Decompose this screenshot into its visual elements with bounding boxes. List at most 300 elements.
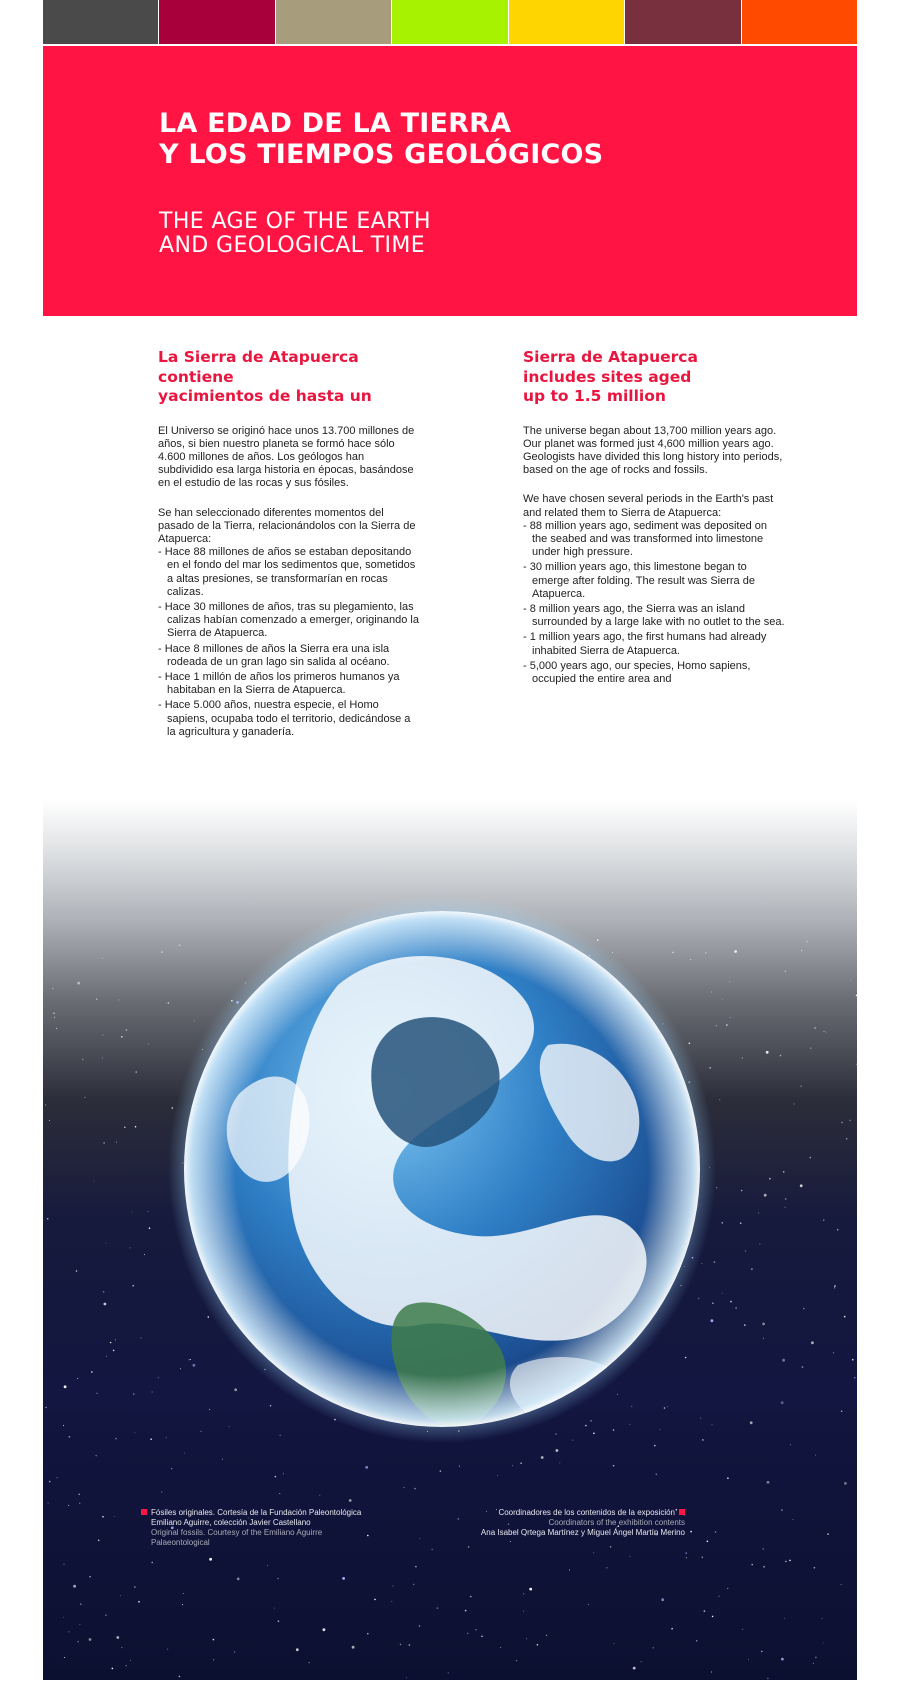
star [184,1453,185,1454]
star [392,1586,393,1587]
star [103,1291,105,1293]
space-background [43,800,857,1680]
star [465,1610,467,1612]
english-lead: We have chosen several periods in the Earth's past and related them to Sierra de Atapuerca: [523,493,774,519]
star [826,1032,827,1033]
star [404,1487,405,1488]
star [523,1611,524,1612]
star [767,1481,770,1484]
english-intro: The universe began about 13,700 million years ago. Our planet was formed just 4,600 million years ago. Geologists have divided this long history into periods, based on the age of rocks and fossils. [523,424,783,477]
star [763,1338,764,1339]
star [729,981,731,983]
star [115,1339,116,1340]
star [613,1465,615,1467]
star [126,1665,127,1666]
star [56,1028,57,1029]
star [759,1243,760,1244]
color-swatch [276,0,392,44]
star [686,1557,687,1558]
star [801,950,802,951]
star [45,1407,47,1409]
star [781,1509,783,1511]
star [91,1371,93,1373]
star [432,1549,433,1550]
star [730,1301,732,1303]
star [77,1641,79,1643]
star [77,1378,78,1379]
star [98,1540,100,1542]
star [342,1577,345,1580]
star [696,1640,698,1642]
star [789,1560,791,1562]
color-swatch [43,0,159,44]
star [707,1541,709,1543]
list-item: - Hace 1 millón de años los primeros humanos ya habitaban en la Sierra de Atapuerca. [158,671,420,697]
star [406,1677,407,1678]
star [685,1552,687,1554]
star [283,1473,284,1474]
red-square-icon [141,1509,147,1515]
star [135,1126,137,1128]
star [64,1657,65,1658]
star [750,1421,753,1424]
star [526,1638,527,1639]
star [267,1565,268,1566]
star [278,1578,279,1579]
star [822,1618,823,1619]
star [63,1617,64,1618]
star [323,1628,326,1631]
star [118,999,120,1001]
star [529,1588,532,1591]
star [400,1644,402,1646]
star [671,1628,673,1630]
star [734,950,737,953]
star [467,1633,469,1635]
star [349,1499,352,1502]
star [841,1122,843,1124]
star [510,1541,511,1542]
star [437,1607,439,1609]
star [367,1535,369,1537]
star [367,1633,369,1635]
star [213,1659,214,1660]
star [124,1127,126,1129]
list-item: - Hace 30 millones de años, tras su plegamiento, las calizas habían comenzado a emerger, originando la Sierra de Atapuerca. [158,601,420,641]
star [79,1494,81,1496]
star [49,1481,51,1483]
list-item: - 5,000 years ago, our species, Homo sapiens, occupied the entire area and [523,660,785,686]
star [837,1229,839,1231]
star [593,1552,594,1553]
star [77,982,80,985]
star [120,1595,121,1596]
star [726,1024,728,1026]
star [54,1017,56,1019]
star [630,1556,631,1557]
star [712,1616,714,1618]
star [458,1518,460,1520]
star [64,1564,65,1565]
star [606,1567,607,1568]
star [57,1477,58,1478]
star [419,1538,420,1539]
star [844,1316,846,1318]
star [744,1324,746,1326]
star [80,1603,82,1605]
star [824,1031,825,1032]
star [802,1366,804,1368]
star [114,1516,115,1517]
star [784,1618,785,1619]
color-swatch [509,0,625,44]
color-strip [43,0,857,44]
star [735,1307,737,1309]
star [769,1178,771,1180]
star [319,1495,320,1496]
star [144,1254,145,1255]
star [45,1105,46,1106]
star [151,1391,153,1393]
star [654,1445,656,1447]
title-english: THE AGE OF THE EARTH AND GEOLOGICAL TIME [159,209,431,258]
star [76,1270,78,1272]
star [440,1470,442,1472]
star [365,1466,368,1469]
star [161,951,163,953]
star [116,1636,119,1639]
star [546,1635,547,1636]
star [810,1157,812,1159]
spanish-heading: La Sierra de Atapuerca contiene yacimientos de hasta un [158,348,372,405]
star [814,1567,816,1569]
star [209,1558,212,1561]
star [748,1659,749,1660]
star [785,1207,786,1208]
star [110,1342,112,1344]
star [762,1323,765,1326]
star [844,1482,847,1485]
exhibition-panel [43,0,857,1690]
star [102,958,103,959]
star [138,1601,140,1603]
star [279,1493,280,1494]
star [785,1561,787,1563]
star [64,1385,67,1388]
star [790,1444,791,1445]
spanish-timeline-list [158,546,420,739]
star [102,1058,103,1059]
star [722,999,723,1000]
star [419,1625,421,1627]
star [854,1377,856,1379]
star [105,1243,106,1244]
list-item: - 30 million years ago, this limestone began to emerge after folding. The result was Sierra de Atapuerca. [523,561,785,601]
star [751,1268,753,1270]
star [105,1614,107,1616]
star [722,1293,723,1294]
star [656,1473,658,1475]
star [497,1475,498,1476]
star [470,1596,472,1598]
star [814,1027,816,1029]
star [102,1516,104,1518]
star [767,1678,769,1680]
star [559,1462,560,1463]
title-banner [43,46,857,316]
star [148,1044,149,1045]
star [537,1644,539,1646]
star [73,1585,76,1588]
star [850,1120,851,1121]
list-item: - 8 million years ago, the Sierra was an island surrounded by a large lake with no outlet to the sea. [523,603,785,629]
star [523,1593,524,1594]
star [132,1212,133,1213]
star [415,1566,417,1568]
star [810,1048,811,1049]
credit-line: Original fossils. Courtesy of the Emiliano Aguirre [151,1528,323,1537]
star [742,1629,743,1630]
star [856,1064,857,1065]
star [719,1596,720,1597]
star [97,1393,98,1394]
list-item: - 88 million years ago, sediment was deposited on the seabed and was transformed into limestone under high pressure. [523,520,785,560]
star [126,1029,128,1031]
english-column [523,348,785,688]
star [661,1598,664,1601]
star [823,1219,825,1221]
credit-left [151,1508,361,1548]
star [827,1533,829,1535]
star [785,971,787,973]
star [841,1410,843,1412]
star [813,1663,814,1664]
star [149,1227,151,1229]
earth-globe-image [168,895,716,1443]
credit-line: Fósiles originales. Cortesía de la Fundación Paleontológica [151,1508,362,1517]
star [468,1546,470,1548]
star [166,1437,167,1438]
star [811,1341,814,1344]
star [69,1436,71,1438]
star [413,1584,415,1586]
star [166,1002,167,1003]
star [150,1438,152,1440]
credit-line: Palaeontological [151,1538,210,1547]
star [278,1620,280,1622]
star [727,1477,729,1479]
star [63,1425,64,1426]
star [102,1035,103,1036]
star [94,1181,95,1182]
star [237,1578,240,1581]
star [702,1557,704,1559]
star [481,1636,483,1638]
star [79,1503,80,1504]
star [409,1644,411,1646]
english-heading: Sierra de Atapuerca includes sites aged up to 1.5 million [523,348,698,405]
star [758,1212,759,1213]
star [167,1649,168,1650]
spanish-column [158,348,420,741]
star [751,1564,753,1566]
star [781,1658,784,1661]
star [148,1211,149,1212]
credit-line: Coordinators of the exhibition contents [548,1518,685,1527]
star [834,1285,836,1287]
star [711,1672,712,1673]
star [588,1604,589,1605]
star [633,1667,636,1670]
spanish-intro: El Universo se originó hace unos 13.700 millones de años, si bien nuestro planeta se formó hace sólo 4.600 millones de años. Los geólogos han subdividido esa larga historia en épocas, basándose en el estudio de las rocas y sus fósiles. [158,424,415,490]
star [727,1588,728,1589]
star [764,1194,767,1197]
star [520,1462,522,1464]
star [800,1184,803,1187]
star [47,1218,49,1220]
star [52,988,53,989]
color-swatch [159,0,275,44]
star [783,1171,785,1173]
star [151,1562,153,1564]
spanish-lead: Se han seleccionado diferentes momentos del pasado de la Tierra, relacionándolos con la Sierra de Atapuerca: [158,506,416,545]
star [846,1138,848,1140]
list-item: - Hace 5.000 años, nuestra especie, el Homo sapiens, ocupaba todo el territorio, dedicándose a la agricultura y ganadería. [158,699,420,739]
star [512,1465,513,1466]
star [222,1459,223,1460]
star [740,1222,742,1224]
star [48,1503,49,1504]
star [761,1651,763,1653]
star [690,1531,692,1533]
star [476,1629,477,1630]
english-timeline-list [523,520,785,686]
star [841,1584,842,1585]
star [213,1639,215,1641]
star [803,1308,805,1310]
star [275,1476,277,1478]
credit-line: Emiliano Aguirre, colección Javier Castellano [151,1518,311,1527]
star [121,1036,123,1038]
star [782,1359,785,1362]
star [103,1142,105,1144]
star [68,1505,69,1506]
star [719,1099,720,1100]
star [309,1662,310,1663]
star [234,1651,236,1653]
star [541,1456,544,1459]
star [182,1604,183,1605]
color-swatch [625,0,741,44]
star [833,1352,834,1353]
credit-line: Ana Isabel Ortega Martínez y Miguel Ángel Martín Merino [480,1528,685,1537]
star [53,1012,55,1014]
star [134,1586,136,1588]
star [171,1468,172,1469]
star [115,1438,117,1440]
star [823,1642,824,1643]
star [296,1648,299,1651]
title-spanish: LA EDAD DE LA TIERRA Y LOS TIEMPOS GEOLÓGICOS [159,108,604,170]
star [106,1356,107,1357]
star [569,1570,570,1571]
star [806,941,808,943]
star [112,1668,114,1670]
star [741,1190,743,1192]
star [614,1643,615,1644]
list-item: - Hace 88 millones de años se estaban depositando en el fondo del mar los sedimentos que, sometidos a altas presiones, se transformarían en rocas calizas. [158,546,420,599]
star [641,1661,642,1662]
list-item: - Hace 8 millones de años la Sierra era una isla rodeada de un gran lago sin salida al océano. [158,643,420,669]
star [391,1601,392,1602]
star [84,1097,85,1098]
color-swatch [742,0,857,44]
star [121,1647,122,1648]
star [730,1017,731,1018]
star [742,1058,743,1059]
star [745,1250,747,1252]
star [49,1120,50,1121]
star [104,1303,107,1306]
star [448,1672,449,1673]
star [183,1593,184,1594]
star [135,1071,137,1073]
star [856,995,857,997]
star [96,998,98,1000]
star [89,1576,91,1578]
credit-right [481,1508,685,1538]
color-swatch [392,0,508,44]
star [781,1401,784,1404]
star [792,1519,793,1520]
star [801,1086,802,1087]
star [556,1449,559,1452]
star [69,1631,70,1632]
star [141,1338,142,1339]
star [815,1657,817,1659]
red-square-icon [679,1509,685,1515]
star [780,1055,782,1057]
star [82,1059,84,1061]
star [130,1660,131,1661]
star [414,1488,416,1490]
star [179,1676,181,1678]
star [785,1198,787,1200]
star [132,1285,134,1287]
star [500,1647,501,1648]
star [516,1660,517,1661]
star [850,980,851,981]
star [610,1546,612,1548]
credit-line: Coordinadores de los contenidos de la exposición [498,1508,675,1517]
star [722,1222,724,1224]
star [96,1455,97,1456]
star [113,1350,115,1352]
star [834,1287,835,1288]
star [763,1566,765,1568]
star [716,1187,717,1188]
star [161,1492,162,1493]
star [815,1455,816,1456]
star [762,1548,764,1550]
star [133,1393,135,1395]
star [130,1247,131,1248]
star [158,1377,159,1378]
star [79,1624,80,1625]
star [794,1104,795,1105]
star [715,1531,717,1533]
star [116,1142,117,1143]
